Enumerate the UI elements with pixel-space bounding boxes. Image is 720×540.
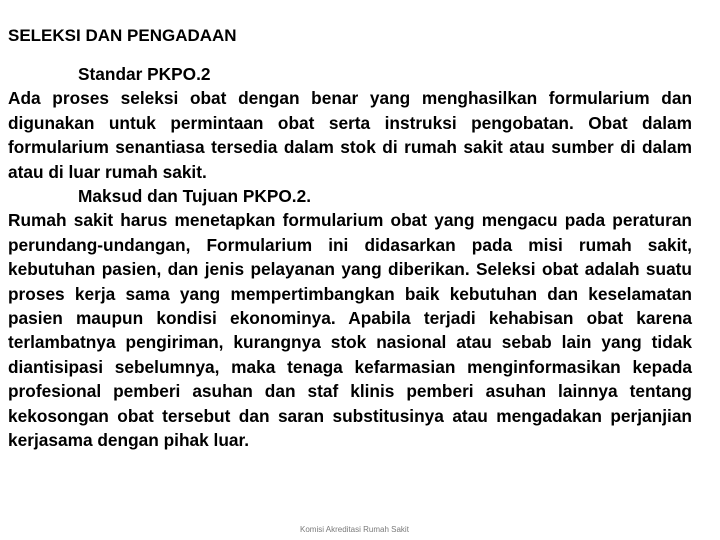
- intent-heading: Maksud dan Tujuan PKPO.2.: [78, 186, 312, 207]
- intent-paragraph: Rumah sakit harus menetapkan formularium obat yang mengacu pada peraturan perundang-undangan, Formularium ini didasarkan pada misi rumah sakit, kebutuhan pasien, dan jenis pelayanan yang diberikan. Seleksi obat adalah suatu proses kerja sama yang mempertimbangkan baik kebutuhan dan keselamatan pasien maupun kondisi ekonominya. Apabila terjadi kehabisan obat karena terlambatnya pengiriman, kurangnya stok nasional atau sebab lain yang tidak diantisipasi sebelumnya, maka tenaga kefarmasian menginformasikan kepada profesional pemberi asuhan dan staf klinis pemberi asuhan lainnya tentang kekosongan obat tersebut dan saran substitusinya atau mengadakan perjanjian kerjasama dengan pihak luar.: [8, 210, 692, 451]
- slide-body: [8, 62, 692, 453]
- footer-text: Komisi Akreditasi Rumah Sakit: [300, 525, 409, 534]
- standard-heading: Standar PKPO.2: [78, 64, 211, 84]
- standard-paragraph: Ada proses seleksi obat dengan benar yang menghasilkan formularium dan digunakan untuk permintaan obat serta instruksi pengobatan. Obat dalam formularium senantiasa tersedia dalam stok di rumah sakit atau sumber di dalam atau di luar rumah sakit.: [8, 88, 692, 182]
- slide-title: SELEKSI DAN PENGADAAN: [8, 26, 237, 45]
